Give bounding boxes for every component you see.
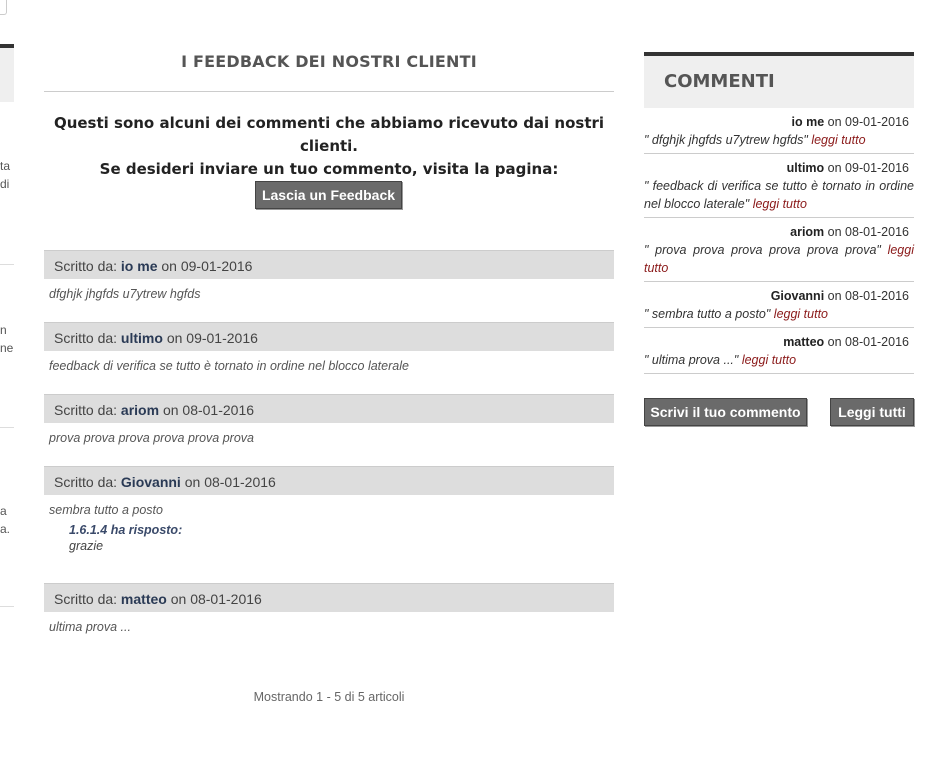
entry-header [44, 466, 614, 495]
comment-text [644, 305, 914, 323]
entry-author: Giovanni [120, 474, 181, 490]
written-by-label: Scritto da: [54, 474, 118, 490]
feedback-entry [44, 250, 614, 301]
comment-meta [644, 288, 914, 305]
comment-item [644, 108, 914, 154]
entry-date: 08-01-2016 [182, 402, 255, 418]
comment-author: io me [791, 115, 825, 129]
written-by-label: Scritto da: [54, 330, 118, 346]
comment-date: 08-01-2016 [845, 289, 909, 303]
read-all-button[interactable]: Leggi tutti [830, 398, 914, 426]
entry-date: 09-01-2016 [180, 258, 253, 274]
entry-date: 08-01-2016 [190, 591, 262, 607]
comment-date: 09-01-2016 [845, 115, 909, 129]
comment-item [644, 218, 914, 282]
on-label: on [170, 591, 187, 607]
entry-author: matteo [120, 591, 167, 607]
read-more-link[interactable]: leggi tutto [752, 197, 807, 211]
sidebar-actions [644, 398, 914, 426]
write-comment-button[interactable]: Scrivi il tuo commento [644, 398, 807, 426]
on-label: on [161, 258, 177, 274]
entry-text: ultima prova ... [49, 620, 131, 634]
clipped-divider [0, 606, 14, 607]
feedback-entry [44, 394, 614, 445]
comment-meta [644, 114, 914, 131]
title-divider [44, 91, 614, 92]
on-label: on [827, 335, 842, 349]
intro-line: Questi sono alcuni dei commenti che abbiamo ricevuto dai nostri clienti. [53, 114, 605, 155]
intro-line: Se desideri inviare un tuo commento, visita la pagina: [99, 160, 559, 178]
on-label: on [827, 161, 842, 175]
comment-author: matteo [783, 335, 825, 349]
entry-header [44, 394, 614, 423]
reply-header: 1.6.1.4 ha risposto: [69, 523, 183, 537]
clipped-input [0, 0, 7, 15]
comment-item [644, 154, 914, 218]
comment-text [644, 177, 914, 213]
clipped-text: n [0, 323, 7, 337]
read-more-link[interactable]: leggi tutto [811, 133, 866, 147]
entry-text: sembra tutto a posto [49, 503, 163, 517]
comment-item [644, 328, 914, 374]
sidebar-title: COMMENTI [644, 56, 914, 108]
on-label: on [166, 330, 183, 346]
left-clipped-column [0, 0, 14, 769]
clipped-text: a. [0, 522, 11, 536]
read-more-link[interactable]: leggi tutto [741, 353, 797, 367]
written-by-label: Scritto da: [54, 591, 118, 607]
clipped-divider [0, 264, 14, 265]
on-label: on [827, 115, 842, 129]
pagination-info: Mostrando 1 - 5 di 5 articoli [253, 690, 405, 704]
clipped-text: a [0, 504, 7, 518]
comment-text [644, 131, 914, 149]
feedback-entry [44, 322, 614, 373]
clipped-divider [0, 427, 14, 428]
comment-date: 08-01-2016 [845, 225, 909, 239]
on-label: on [184, 474, 201, 490]
entry-date: 08-01-2016 [204, 474, 276, 490]
comment-text [644, 241, 914, 277]
written-by-label: Scritto da: [54, 258, 118, 274]
entry-author: ultimo [120, 330, 163, 346]
intro-text [44, 112, 614, 181]
clipped-text: ta [0, 159, 11, 173]
comment-date: 09-01-2016 [845, 161, 909, 175]
on-label: on [827, 289, 842, 303]
feedback-entry [44, 466, 614, 553]
feedback-entry [44, 583, 614, 634]
entry-text: prova prova prova prova prova prova [49, 431, 254, 445]
clipped-panel [0, 48, 14, 102]
clipped-text: ne [0, 341, 14, 355]
comment-excerpt: " sembra tutto a posto" [644, 307, 771, 321]
comment-author: ariom [790, 225, 825, 239]
comments-sidebar [644, 52, 914, 420]
read-more-link[interactable]: leggi tutto [644, 243, 914, 275]
comment-author: ultimo [786, 161, 825, 175]
comment-text [644, 351, 914, 369]
comment-excerpt: " prova prova prova prova prova prova" [644, 243, 881, 257]
entry-header [44, 583, 614, 612]
on-label: on [827, 225, 842, 239]
comment-excerpt: " ultima prova ..." [644, 353, 739, 367]
comment-meta [644, 224, 914, 241]
comment-excerpt: " dfghjk jhgfds u7ytrew hgfds" [644, 133, 808, 147]
entry-author: io me [120, 258, 158, 274]
entry-author: ariom [120, 402, 160, 418]
entry-text: dfghjk jhgfds u7ytrew hgfds [49, 287, 201, 301]
reply-text: grazie [69, 539, 104, 553]
written-by-label: Scritto da: [54, 402, 118, 418]
comment-item [644, 282, 914, 328]
clipped-text: di [0, 177, 10, 191]
comment-excerpt: " feedback di verifica se tutto è tornato in ordine nel blocco laterale" [644, 179, 914, 211]
comment-meta [644, 160, 914, 177]
entry-header [44, 250, 614, 279]
comment-meta [644, 334, 914, 351]
entry-header [44, 322, 614, 351]
entry-date: 09-01-2016 [186, 330, 258, 346]
leave-feedback-button[interactable]: Lascia un Feedback [255, 181, 402, 209]
entry-text: feedback di verifica se tutto è tornato in ordine nel blocco laterale [49, 359, 409, 373]
on-label: on [162, 402, 179, 418]
comment-author: Giovanni [770, 289, 825, 303]
page-title: I FEEDBACK DEI NOSTRI CLIENTI [181, 52, 477, 71]
read-more-link[interactable]: leggi tutto [773, 307, 829, 321]
comment-date: 08-01-2016 [845, 335, 909, 349]
